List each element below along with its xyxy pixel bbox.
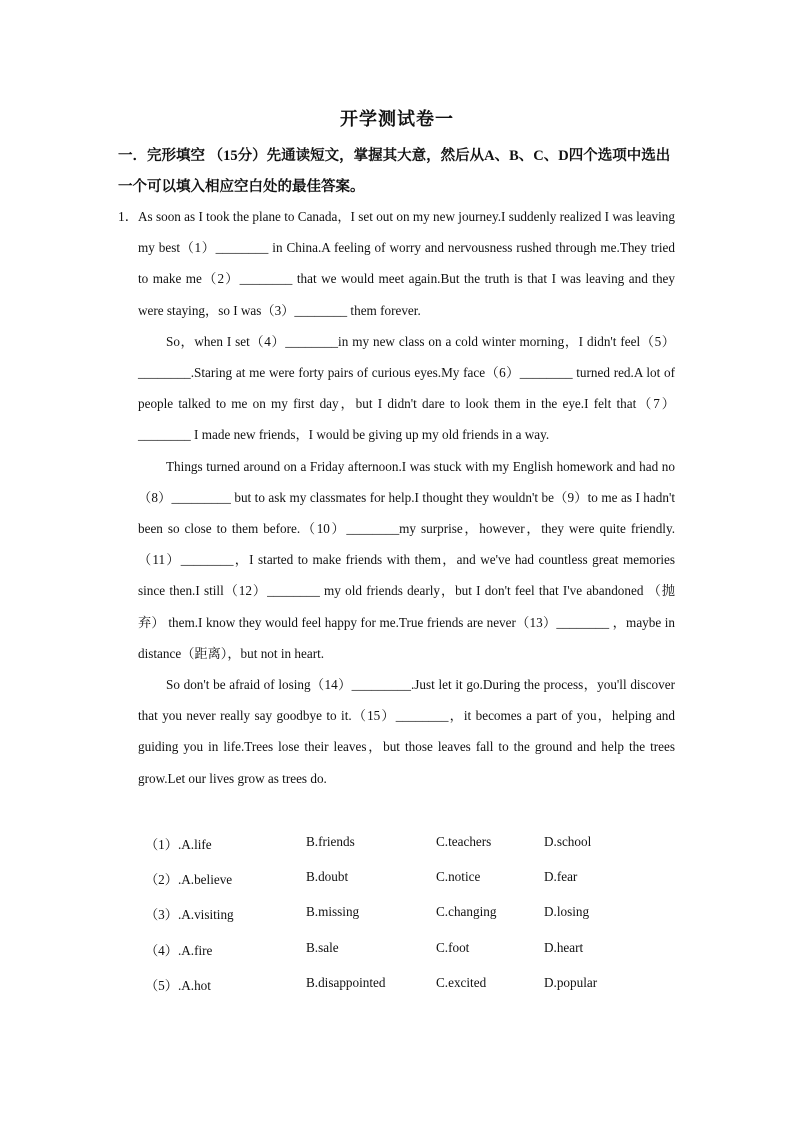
option-d: D.losing (544, 904, 590, 920)
option-d: D.heart (544, 939, 584, 955)
answer-options (145, 826, 665, 1002)
option-row (145, 826, 665, 861)
option-row (145, 861, 665, 896)
option-d: D.school (544, 834, 592, 849)
option-a (145, 834, 212, 853)
option-b: B.disappointed (306, 974, 386, 990)
option-a-text: .A.fire (177, 942, 213, 958)
section-heading: 一．完形填空 （15分）先通读短文，掌握其大意，然后从A、B、C、D四个选项中选出一个可以填入相应空白处的最佳答案。 (118, 148, 671, 195)
option-b: B.sale (306, 939, 339, 955)
cloze-passage (138, 201, 675, 794)
option-c: C.teachers (436, 834, 492, 849)
passage-paragraph-2: So，when I set（4）________in my new class on a cold winter morning，I didn't feel（5）________.Staring at me were forty pairs of curious eyes.My face（6）________ turned red.A lot of people talked to me on my first day，but I didn't dare to look them in the eye.I felt that（7）________ I made new friends，I would be giving up my old friends in a way. (138, 333, 675, 443)
passage-paragraph-4: So don't be afraid of losing（14）_________.Just let it go.During the process，you'll discover that you never really say goodbye to it.（15）________，it becomes a part of you，helping and guiding you in life.Trees lose their leaves，but those leaves fall to the ground and help the trees grow.Let our lives grow as trees do. (138, 677, 675, 786)
option-c: C.notice (436, 869, 481, 885)
option-number: （2） (145, 872, 178, 888)
option-c: C.foot (436, 939, 470, 955)
option-a-text: .A.hot (177, 977, 211, 993)
option-d: D.popular (544, 974, 598, 990)
option-row (145, 932, 665, 967)
option-a-text: .A.believe (177, 872, 233, 888)
option-b: B.missing (306, 904, 360, 920)
option-number: （4） (145, 942, 178, 958)
option-number: （1） (145, 837, 178, 852)
option-number: （5） (145, 977, 178, 993)
option-b: B.friends (306, 834, 355, 849)
passage-paragraph-3: Things turned around on a Friday afternoon.I was stuck with my English homework and had no（8）_________ but to ask my classmates for help.I thought they wouldn't be（9）to me as I hadn't been so close to them before.（10）________my surprise，however，they were quite friendly.（11）________，I started to make friends with them，and we've had countless great memories since then.I still（12）________ my old friends dearly，but I don't feel that I've abandoned （抛弃） them.I know they would feel happy for me.True friends are never（13）________ ，maybe in distance（距离），but not in heart. (138, 458, 675, 661)
option-c: C.changing (436, 904, 497, 920)
option-a (145, 940, 212, 959)
option-b: B.doubt (306, 869, 349, 885)
option-row (145, 896, 665, 931)
option-a (145, 904, 234, 923)
passage-paragraph-1: As soon as I took the plane to Canada，I set out on my new journey.I suddenly realized I was leaving my best（1）________ in China.A feeling of worry and nervousness rushed through me.They tried to make me（2）________ that we would meet again.But the truth is that I was leaving and they were staying，so I was（3）________ them forever. (138, 209, 675, 318)
option-number: （3） (145, 907, 178, 923)
option-a (145, 975, 211, 994)
page-title: 开学测试卷一 (340, 109, 454, 129)
option-a-text: .A.life (177, 837, 212, 852)
question-number: 1． (118, 209, 139, 224)
option-d: D.fear (544, 869, 578, 885)
option-row (145, 967, 665, 1002)
option-a-text: .A.visiting (177, 907, 234, 923)
option-c: C.excited (436, 974, 487, 990)
option-a (145, 869, 232, 888)
